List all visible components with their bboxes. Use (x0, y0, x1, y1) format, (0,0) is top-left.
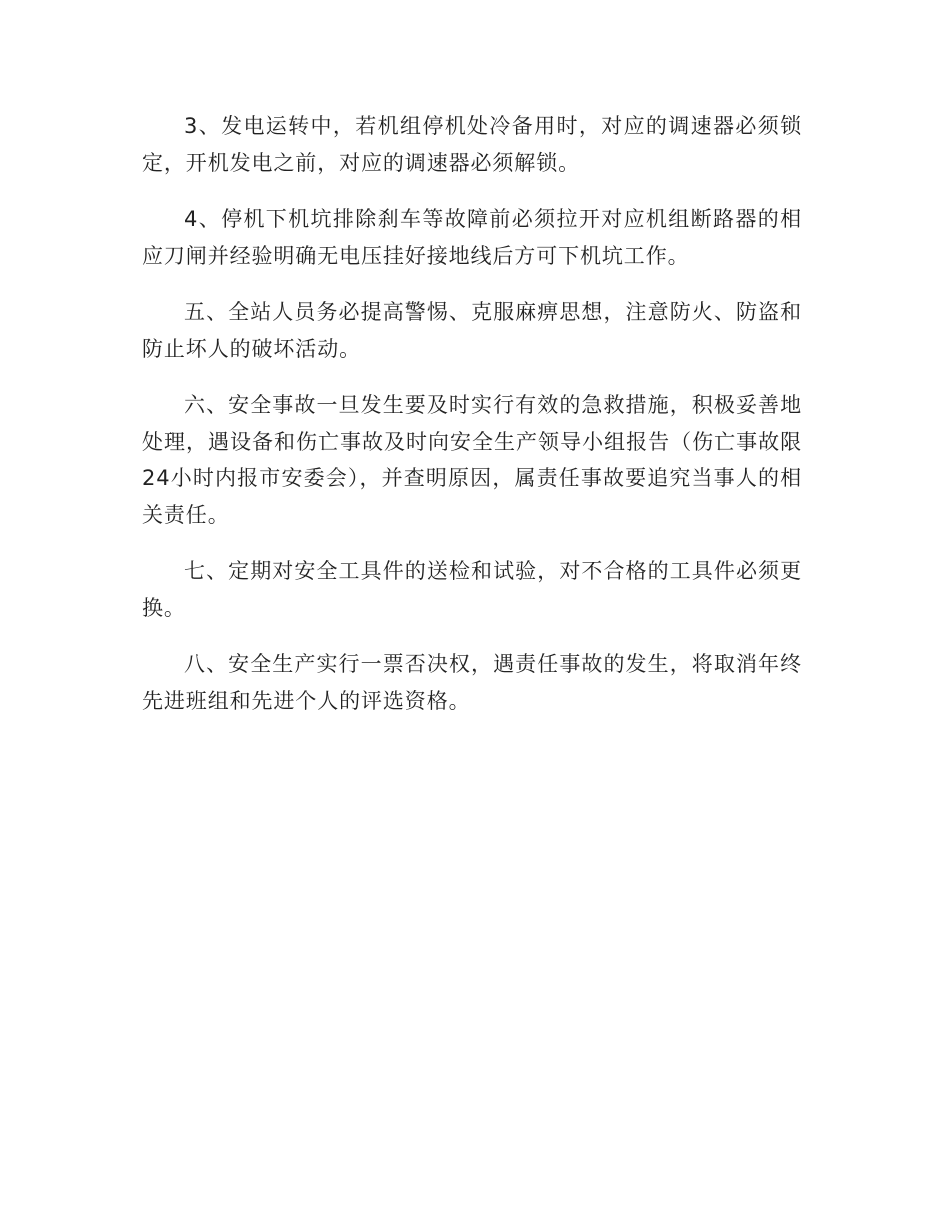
paragraph-item-3: 3、发电运转中，若机组停机处冷备用时，对应的调速器必须锁定，开机发电之前，对应的调速器必须解锁。 (142, 114, 802, 175)
paragraph-item-4: 4、停机下机坑排除刹车等故障前必须拉开对应机组断路器的相应刀闸并经验明确无电压挂好接地线后方可下机坑工作。 (142, 207, 802, 268)
paragraph-item-eight: 八、安全生产实行一票否决权，遇责任事故的发生，将取消年终先进班组和先进个人的评选资格。 (142, 652, 802, 713)
paragraph-item-five: 五、全站人员务必提高警惕、克服麻痹思想，注意防火、防盗和防止坏人的破坏活动。 (142, 300, 802, 361)
document-body (142, 108, 802, 739)
paragraph-item-six: 六、安全事故一旦发生要及时实行有效的急救措施，积极妥善地处理，遇设备和伤亡事故及时向安全生产领导小组报告（伤亡事故限24小时内报市安委会），并查明原因，属责任事故要追究当事人的相关责任。 (142, 393, 802, 527)
paragraph-item-seven: 七、定期对安全工具件的送检和试验，对不合格的工具件必须更换。 (142, 559, 802, 620)
